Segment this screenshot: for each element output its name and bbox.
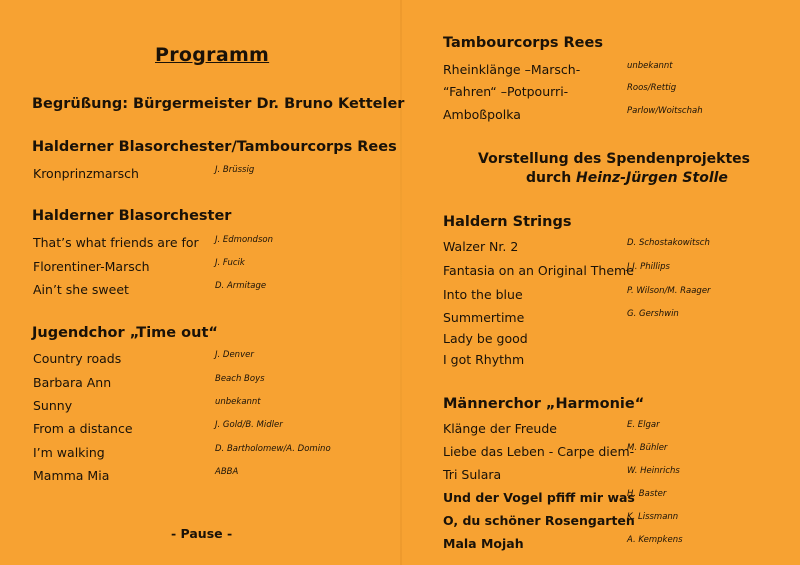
pause-label: - Pause - <box>171 526 233 541</box>
piece-title: Florentiner-Marsch <box>33 259 150 274</box>
composer: unbekannt <box>627 61 673 71</box>
piece-title: Walzer Nr. 2 <box>443 239 519 254</box>
composer: J. Fucik <box>215 258 245 268</box>
piece-title: Und der Vogel pfiff mir was <box>443 490 635 505</box>
composer: D. Bartholomew/A. Domino <box>215 444 331 454</box>
piece-title: Amboßpolka <box>443 107 521 122</box>
fold-crease <box>400 0 402 565</box>
section-heading: Jugendchor „Time out“ <box>32 325 218 341</box>
composer: Parlow/Woitschah <box>627 106 703 116</box>
piece-title: O, du schöner Rosengarten <box>443 513 635 528</box>
piece-title: Mamma Mia <box>33 468 110 483</box>
composer: H. Baster <box>627 489 667 499</box>
piece-title: Fantasia on an Original Theme <box>443 263 634 278</box>
piece-title: From a distance <box>33 421 133 436</box>
piece-title: Klänge der Freude <box>443 421 557 436</box>
composer: unbekannt <box>215 397 261 407</box>
composer: Beach Boys <box>215 374 265 384</box>
composer: J. Gold/B. Midler <box>215 420 283 430</box>
piece-title: I got Rhythm <box>443 352 525 367</box>
composer: Roos/Rettig <box>627 83 677 93</box>
composer: J. Denver <box>215 350 254 360</box>
section-heading: Halderner Blasorchester <box>32 208 232 224</box>
piece-title: Ain’t she sweet <box>33 282 129 297</box>
composer: W. Heinrichs <box>627 466 680 476</box>
presentation-line-1: Vorstellung des Spendenprojektes <box>478 151 750 167</box>
section-heading: Männerchor „Harmonie“ <box>443 396 645 412</box>
section-heading: Haldern Strings <box>443 214 572 230</box>
composer: D. Schostakowitsch <box>627 238 710 248</box>
piece-title: Rheinklänge –Marsch- <box>443 62 581 77</box>
piece-title: Into the blue <box>443 287 523 302</box>
composer: A. Kempkens <box>627 535 683 545</box>
section-heading: Halderner Blasorchester/Tambourcorps Rees <box>32 139 397 155</box>
piece-title: Tri Sulara <box>443 467 502 482</box>
piece-title: Summertime <box>443 310 525 325</box>
presenter-name: Heinz-Jürgen Stolle <box>576 170 728 186</box>
composer: D. Armitage <box>215 281 267 291</box>
piece-title: I’m walking <box>33 445 105 460</box>
piece-title: Barbara Ann <box>33 375 112 390</box>
presentation-prefix: durch <box>526 170 572 186</box>
piece-title: That’s what friends are for <box>33 235 199 250</box>
piece-title: Country roads <box>33 351 122 366</box>
composer: J. Edmondson <box>215 235 273 245</box>
piece-title: Sunny <box>33 398 73 413</box>
composer: ABBA <box>215 467 239 477</box>
composer: J.J. Phillips <box>627 262 670 272</box>
greeting: Begrüßung: Bürgermeister Dr. Bruno Ketteler <box>32 96 405 112</box>
piece-title: Mala Mojah <box>443 536 524 551</box>
section-heading: Tambourcorps Rees <box>443 35 603 51</box>
composer: J. Brüssig <box>215 165 255 175</box>
composer: E. Elgar <box>627 420 660 430</box>
piece-title: Kronprinzmarsch <box>33 166 139 181</box>
composer: M. Bühler <box>627 443 668 453</box>
piece-title: “Fahren“ –Potpourri- <box>443 84 569 99</box>
composer: K. Lissmann <box>627 512 679 522</box>
piece-title: Lady be good <box>443 331 528 346</box>
program-title: Programm <box>155 44 270 66</box>
presentation-line-2 <box>526 170 728 186</box>
composer: G. Gershwin <box>627 309 679 319</box>
piece-title: Liebe das Leben - Carpe diem- <box>443 444 635 459</box>
composer: P. Wilson/M. Raager <box>627 286 711 296</box>
